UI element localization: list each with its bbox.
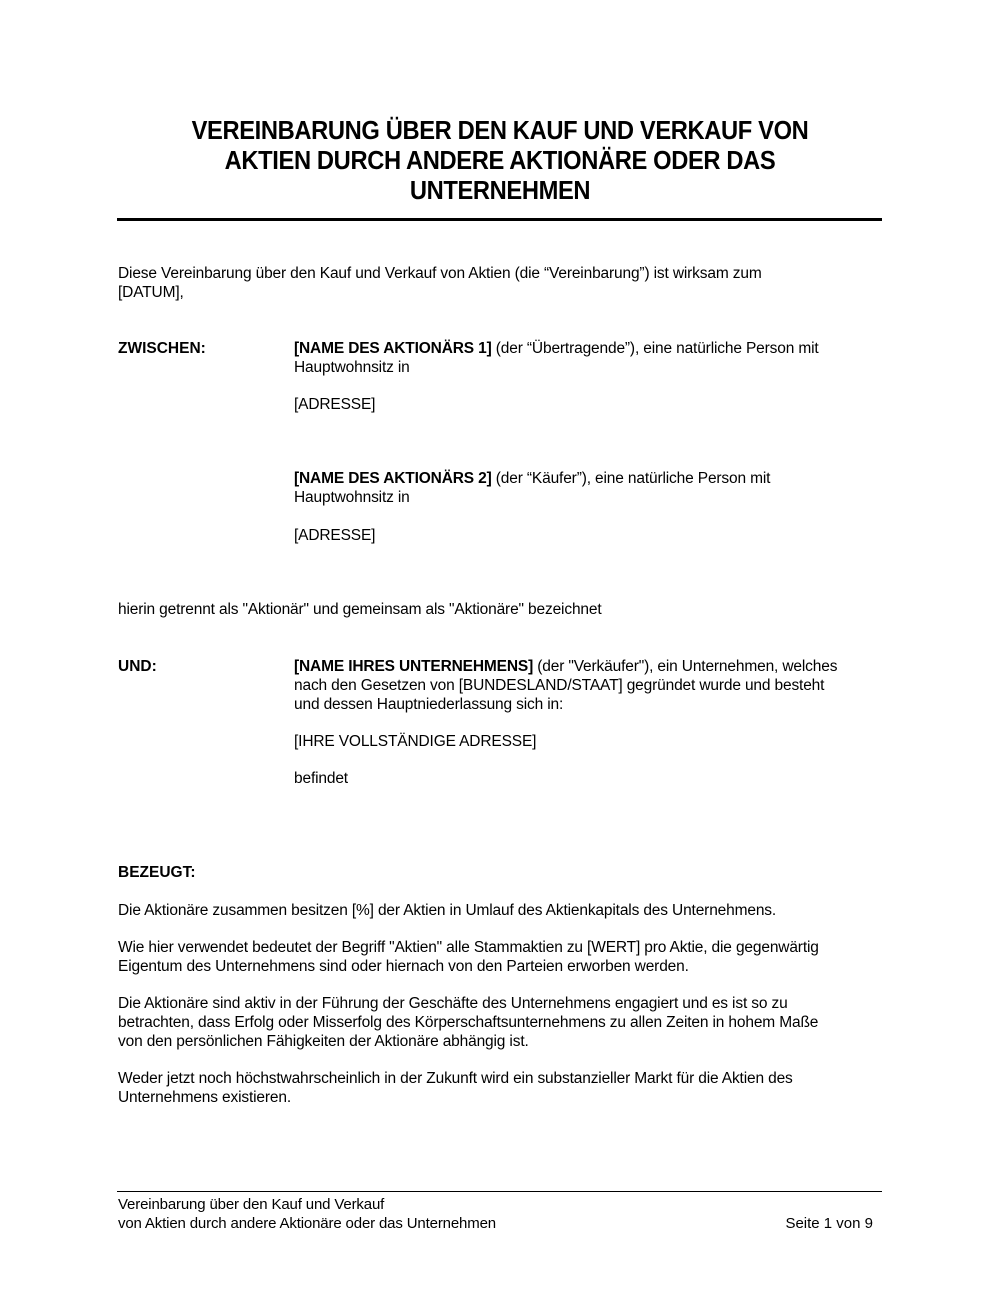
party2-line2: Hauptwohnsitz in <box>294 489 410 506</box>
title-divider <box>117 218 882 221</box>
party2-address: [ADRESSE] <box>294 527 376 544</box>
footer-document-title <box>118 1195 496 1233</box>
company-address: [IHRE VOLLSTÄNDIGE ADRESSE] <box>294 733 537 750</box>
company-line3: und dessen Hauptniederlassung sich in: <box>294 696 564 713</box>
paragraph-line: Eigentum des Unternehmens sind oder hiernach von den Parteien erworben werden. <box>118 958 689 975</box>
zwischen-label: ZWISCHEN: <box>118 340 206 357</box>
footer-divider <box>117 1191 882 1192</box>
bezeugt-paragraph-2 <box>118 938 882 976</box>
party2-block <box>294 469 884 507</box>
party1-name: [NAME DES AKTIONÄRS 1] <box>294 340 492 357</box>
bezeugt-paragraph-3 <box>118 994 882 1051</box>
collective-note: hierin getrennt als "Aktionär" und gemeinsam als "Aktionäre" bezeichnet <box>118 601 602 618</box>
bezeugt-heading: BEZEUGT: <box>118 864 196 881</box>
intro-line: [DATUM], <box>118 284 184 301</box>
company-descriptor: (der "Verkäufer"), ein Unternehmen, welches <box>533 658 838 675</box>
intro-paragraph <box>118 264 882 302</box>
bezeugt-paragraph-1 <box>118 901 882 920</box>
paragraph-line: Die Aktionäre sind aktiv in der Führung der Geschäfte des Unternehmens engagiert und es ist so zu <box>118 995 788 1012</box>
paragraph-line: Weder jetzt noch höchstwahrscheinlich in der Zukunft wird ein substanzieller Markt für die Aktien des <box>118 1070 793 1087</box>
footer-line: von Aktien durch andere Aktionäre oder das Unternehmen <box>118 1215 496 1232</box>
company-line1 <box>294 657 884 676</box>
paragraph-line: Unternehmens existieren. <box>118 1089 292 1106</box>
party1-block <box>294 339 884 377</box>
title-line: AKTIEN DURCH ANDERE AKTIONÄRE ODER DAS <box>224 147 776 175</box>
und-label: UND: <box>118 658 157 675</box>
paragraph-line: Wie hier verwendet bedeutet der Begriff "Aktien" alle Stammaktien zu [WERT] pro Aktie, die gegenwärtig <box>118 939 819 956</box>
bezeugt-paragraph-4 <box>118 1069 882 1107</box>
title-line: UNTERNEHMEN <box>409 177 591 205</box>
party1-descriptor: (der “Übertragende”), eine natürliche Person mit <box>491 340 819 357</box>
party2-line1 <box>294 469 884 488</box>
party1-line1 <box>294 339 884 358</box>
party1-line2: Hauptwohnsitz in <box>294 359 410 376</box>
paragraph-line: Die Aktionäre zusammen besitzen [%] der Aktien in Umlauf des Aktienkapitals des Unternehmens. <box>118 902 777 919</box>
paragraph-line: von den persönlichen Fähigkeiten der Aktionäre abhängig ist. <box>118 1033 529 1050</box>
intro-line: Diese Vereinbarung über den Kauf und Verkauf von Aktien (die “Vereinbarung”) ist wirksam zum <box>118 265 762 282</box>
footer-line: Vereinbarung über den Kauf und Verkauf <box>118 1196 385 1213</box>
company-block <box>294 657 884 714</box>
document-title <box>145 116 856 206</box>
page-number: Seite 1 von 9 <box>785 1215 873 1232</box>
title-line: VEREINBARUNG ÜBER DEN KAUF UND VERKAUF VON <box>191 117 809 145</box>
party1-address: [ADRESSE] <box>294 396 376 413</box>
party2-descriptor: (der “Käufer”), eine natürliche Person mit <box>491 470 771 487</box>
company-name: [NAME IHRES UNTERNEHMENS] <box>294 658 534 675</box>
party2-name: [NAME DES AKTIONÄRS 2] <box>294 470 492 487</box>
company-closing: befindet <box>294 770 348 787</box>
paragraph-line: betrachten, dass Erfolg oder Misserfolg des Körperschaftsunternehmens zu allen Zeiten in hohem Maße <box>118 1014 819 1031</box>
company-line2: nach den Gesetzen von [BUNDESLAND/STAAT] gegründet wurde und besteht <box>294 677 825 694</box>
